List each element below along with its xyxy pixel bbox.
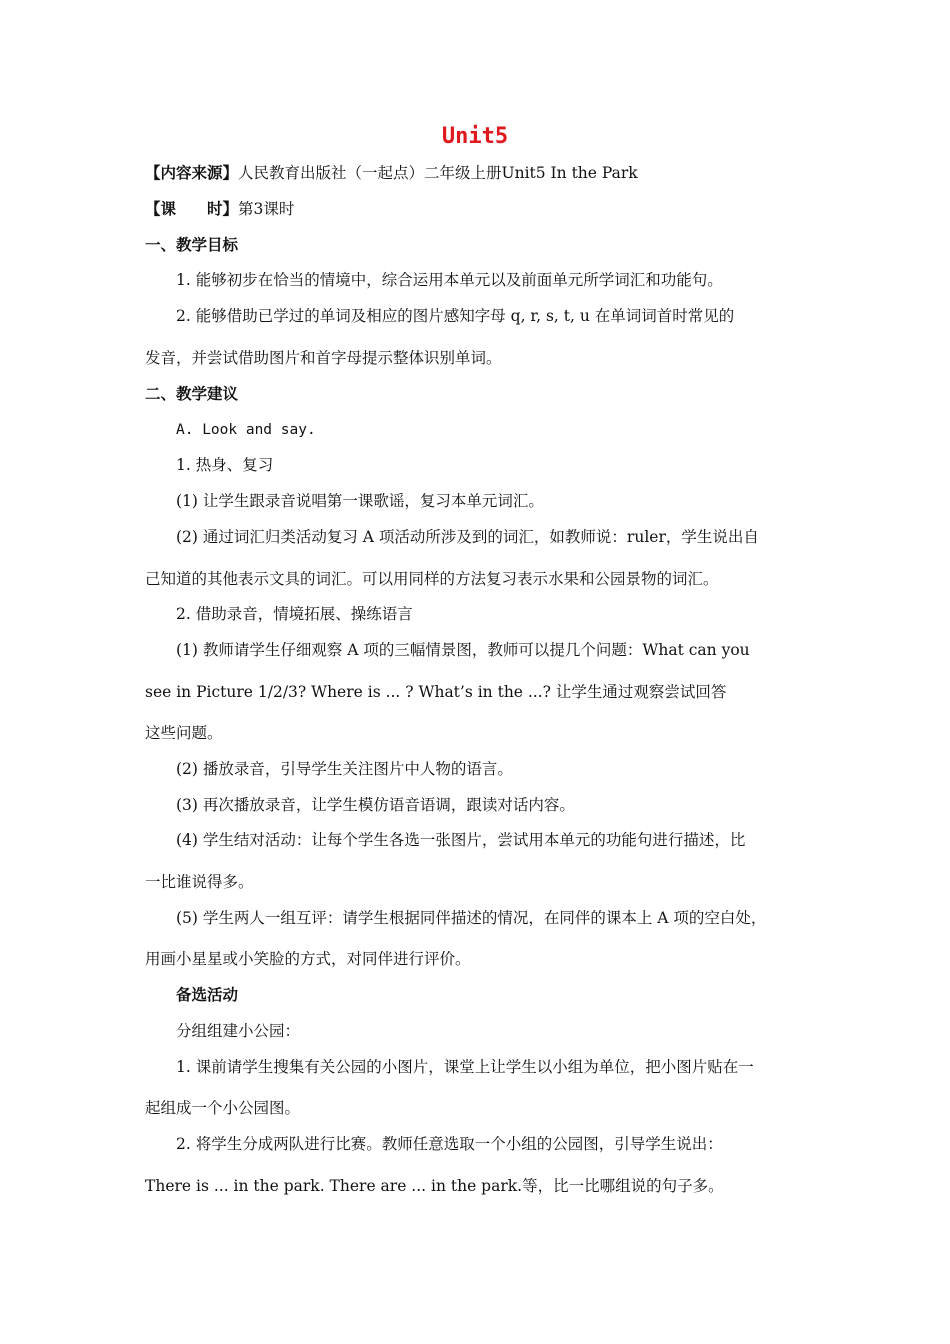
- period-value: 第3课时: [238, 200, 295, 218]
- goal-2-line-2: 发音，并尝试借助图片和首字母提示整体识别单词。: [145, 349, 502, 367]
- step-2-1-line-3: 这些问题。: [145, 724, 223, 742]
- step-2-1-line-1: (1) 教师请学生仔细观察 A 项的三幅情景图，教师可以提几个问题：What can you: [176, 641, 750, 659]
- step-2-5-line-2: 用画小星星或小笑脸的方式，对同伴进行评价。: [145, 950, 471, 968]
- step-2-4-line-2: 一比谁说得多。: [145, 873, 254, 891]
- optional-heading: 备选活动: [176, 985, 239, 1004]
- step-1: 1. 热身、复习: [176, 456, 274, 474]
- step-2-1-line-2: see in Picture 1/2/3? Where is ... ? What’s in the ...? 让学生通过观察尝试回答: [145, 683, 727, 701]
- optional-2-line-1: 2. 将学生分成两队进行比赛。教师任意选取一个小组的公园图，引导学生说出：: [176, 1135, 723, 1153]
- goal-1: 1. 能够初步在恰当的情境中，综合运用本单元以及前面单元所学词汇和功能句。: [176, 271, 723, 289]
- part-a-heading: A. Look and say.: [176, 422, 316, 438]
- step-2-3: (3) 再次播放录音，让学生模仿语音语调，跟读对话内容。: [176, 796, 575, 814]
- step-1-1: (1) 让学生跟录音说唱第一课歌谣，复习本单元词汇。: [176, 492, 544, 510]
- document-title: Unit5: [441, 124, 509, 149]
- step-2: 2. 借助录音，情境拓展、操练语言: [176, 605, 413, 623]
- step-1-2-line-2: 己知道的其他表示文具的词汇。可以用同样的方法复习表示水果和公园景物的词汇。: [145, 570, 719, 588]
- period-label: 【课 时】: [145, 199, 239, 218]
- advice-heading: 二、教学建议: [145, 384, 239, 403]
- optional-1-line-2: 起组成一个小公园图。: [145, 1099, 301, 1117]
- optional-1-line-1: 1. 课前请学生搜集有关公园的小图片，课堂上让学生以小组为单位，把小图片贴在一: [176, 1058, 754, 1076]
- source-line: [145, 161, 638, 185]
- optional-intro: 分组组建小公园：: [176, 1022, 301, 1040]
- goal-2-line-1: 2. 能够借助已学过的单词及相应的图片感知字母 q, r, s, t, u 在单词词首时常见的: [176, 307, 735, 325]
- period-line: [145, 197, 294, 221]
- source-value: 人民教育出版社（一起点）二年级上册Unit5 In the Park: [238, 164, 638, 182]
- source-label: 【内容来源】: [145, 163, 239, 182]
- step-2-5-line-1: (5) 学生两人一组互评：请学生根据同伴描述的情况，在同伴的课本上 A 项的空白处，: [176, 909, 767, 927]
- optional-2-line-2: There is ... in the park. There are ... in the park.等，比一比哪组说的句子多。: [145, 1177, 724, 1195]
- step-2-2: (2) 播放录音，引导学生关注图片中人物的语言。: [176, 760, 513, 778]
- step-2-4-line-1: (4) 学生结对活动：让每个学生各选一张图片，尝试用本单元的功能句进行描述，比: [176, 831, 746, 849]
- step-1-2-line-1: (2) 通过词汇归类活动复习 A 项活动所涉及到的词汇，如教师说：ruler，学生说出自: [176, 528, 759, 546]
- goals-heading: 一、教学目标: [145, 235, 239, 254]
